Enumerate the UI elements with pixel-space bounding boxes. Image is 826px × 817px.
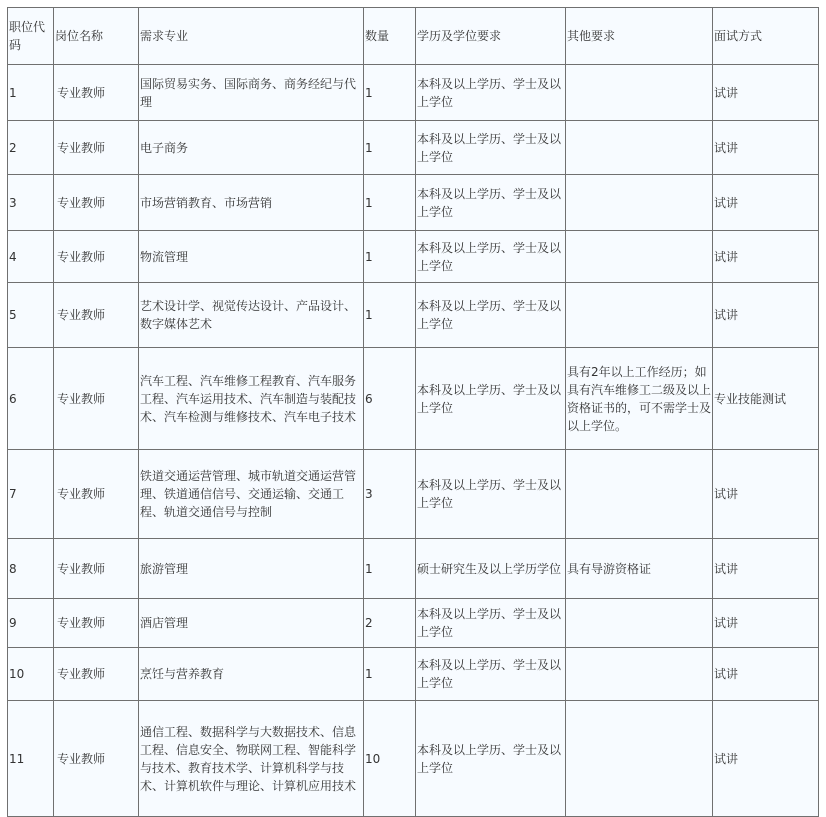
count-cell: 3	[364, 450, 416, 539]
other-requirements-cell	[566, 599, 713, 648]
position-name-cell: 专业教师	[54, 701, 139, 817]
interview-method-cell: 试讲	[713, 121, 819, 175]
interview-method-cell: 试讲	[713, 450, 819, 539]
table-row	[8, 121, 819, 175]
count-cell: 1	[364, 121, 416, 175]
position-name-cell: 专业教师	[54, 648, 139, 701]
education-cell: 本科及以上学历、学士及以上学位	[416, 348, 566, 450]
interview-method-cell: 试讲	[713, 175, 819, 231]
header-cell-other: 其他要求	[566, 8, 713, 65]
interview-method-cell: 试讲	[713, 283, 819, 348]
major-cell: 铁道交通运营管理、城市轨道交通运营管理、铁道通信信号、交通运输、交通工程、轨道交通信号与控制	[139, 450, 364, 539]
education-cell: 本科及以上学历、学士及以上学位	[416, 121, 566, 175]
education-cell: 本科及以上学历、学士及以上学位	[416, 175, 566, 231]
table-row	[8, 450, 819, 539]
header-cell-major: 需求专业	[139, 8, 364, 65]
major-cell: 通信工程、数据科学与大数据技术、信息工程、信息安全、物联网工程、智能科学与技术、教育技术学、计算机科学与技术、计算机软件与理论、计算机应用技术	[139, 701, 364, 817]
table-body	[8, 8, 819, 817]
position-name-cell: 专业教师	[54, 599, 139, 648]
position-name-cell: 专业教师	[54, 283, 139, 348]
code-cell: 5	[8, 283, 54, 348]
interview-method-cell: 试讲	[713, 65, 819, 121]
other-requirements-cell: 具有2年以上工作经历；如具有汽车维修工二级及以上资格证书的，可不需学士及以上学位。	[566, 348, 713, 450]
table-row	[8, 65, 819, 121]
interview-method-cell: 试讲	[713, 701, 819, 817]
interview-method-cell: 试讲	[713, 599, 819, 648]
other-requirements-cell: 具有导游资格证	[566, 539, 713, 599]
position-name-cell: 专业教师	[54, 175, 139, 231]
table-row	[8, 231, 819, 283]
table-row	[8, 283, 819, 348]
position-name-cell: 专业教师	[54, 348, 139, 450]
table-row	[8, 701, 819, 817]
count-cell: 10	[364, 701, 416, 817]
position-name-cell: 专业教师	[54, 65, 139, 121]
major-cell: 国际贸易实务、国际商务、商务经纪与代理	[139, 65, 364, 121]
major-cell: 酒店管理	[139, 599, 364, 648]
other-requirements-cell	[566, 701, 713, 817]
code-cell: 3	[8, 175, 54, 231]
major-cell: 旅游管理	[139, 539, 364, 599]
position-name-cell: 专业教师	[54, 231, 139, 283]
count-cell: 1	[364, 283, 416, 348]
position-name-cell: 专业教师	[54, 539, 139, 599]
header-cell-code: 职位代码	[8, 8, 54, 65]
count-cell: 1	[364, 175, 416, 231]
code-cell: 8	[8, 539, 54, 599]
position-name-cell: 专业教师	[54, 450, 139, 539]
interview-method-cell: 专业技能测试	[713, 348, 819, 450]
table-row	[8, 648, 819, 701]
table-row	[8, 539, 819, 599]
other-requirements-cell	[566, 648, 713, 701]
table-row	[8, 599, 819, 648]
code-cell: 1	[8, 65, 54, 121]
table-row	[8, 175, 819, 231]
code-cell: 4	[8, 231, 54, 283]
interview-method-cell: 试讲	[713, 231, 819, 283]
code-cell: 10	[8, 648, 54, 701]
header-cell-interview: 面试方式	[713, 8, 819, 65]
education-cell: 本科及以上学历、学士及以上学位	[416, 231, 566, 283]
count-cell: 2	[364, 599, 416, 648]
other-requirements-cell	[566, 175, 713, 231]
major-cell: 物流管理	[139, 231, 364, 283]
count-cell: 1	[364, 539, 416, 599]
position-name-cell: 专业教师	[54, 121, 139, 175]
recruitment-table	[7, 7, 819, 817]
education-cell: 本科及以上学历、学士及以上学位	[416, 648, 566, 701]
count-cell: 1	[364, 648, 416, 701]
major-cell: 烹饪与营养教育	[139, 648, 364, 701]
major-cell: 电子商务	[139, 121, 364, 175]
code-cell: 6	[8, 348, 54, 450]
other-requirements-cell	[566, 121, 713, 175]
other-requirements-cell	[566, 450, 713, 539]
table-header-row	[8, 8, 819, 65]
other-requirements-cell	[566, 65, 713, 121]
major-cell: 艺术设计学、视觉传达设计、产品设计、数字媒体艺术	[139, 283, 364, 348]
major-cell: 汽车工程、汽车维修工程教育、汽车服务工程、汽车运用技术、汽车制造与装配技术、汽车检测与维修技术、汽车电子技术	[139, 348, 364, 450]
code-cell: 7	[8, 450, 54, 539]
education-cell: 本科及以上学历、学士及以上学位	[416, 283, 566, 348]
code-cell: 11	[8, 701, 54, 817]
code-cell: 2	[8, 121, 54, 175]
code-cell: 9	[8, 599, 54, 648]
header-cell-education: 学历及学位要求	[416, 8, 566, 65]
interview-method-cell: 试讲	[713, 648, 819, 701]
count-cell: 1	[364, 65, 416, 121]
education-cell: 本科及以上学历、学士及以上学位	[416, 65, 566, 121]
education-cell: 本科及以上学历、学士及以上学位	[416, 450, 566, 539]
count-cell: 6	[364, 348, 416, 450]
other-requirements-cell	[566, 283, 713, 348]
education-cell: 硕士研究生及以上学历学位	[416, 539, 566, 599]
interview-method-cell: 试讲	[713, 539, 819, 599]
header-cell-count: 数量	[364, 8, 416, 65]
other-requirements-cell	[566, 231, 713, 283]
header-cell-name: 岗位名称	[54, 8, 139, 65]
major-cell: 市场营销教育、市场营销	[139, 175, 364, 231]
education-cell: 本科及以上学历、学士及以上学位	[416, 701, 566, 817]
count-cell: 1	[364, 231, 416, 283]
table-row	[8, 348, 819, 450]
education-cell: 本科及以上学历、学士及以上学位	[416, 599, 566, 648]
